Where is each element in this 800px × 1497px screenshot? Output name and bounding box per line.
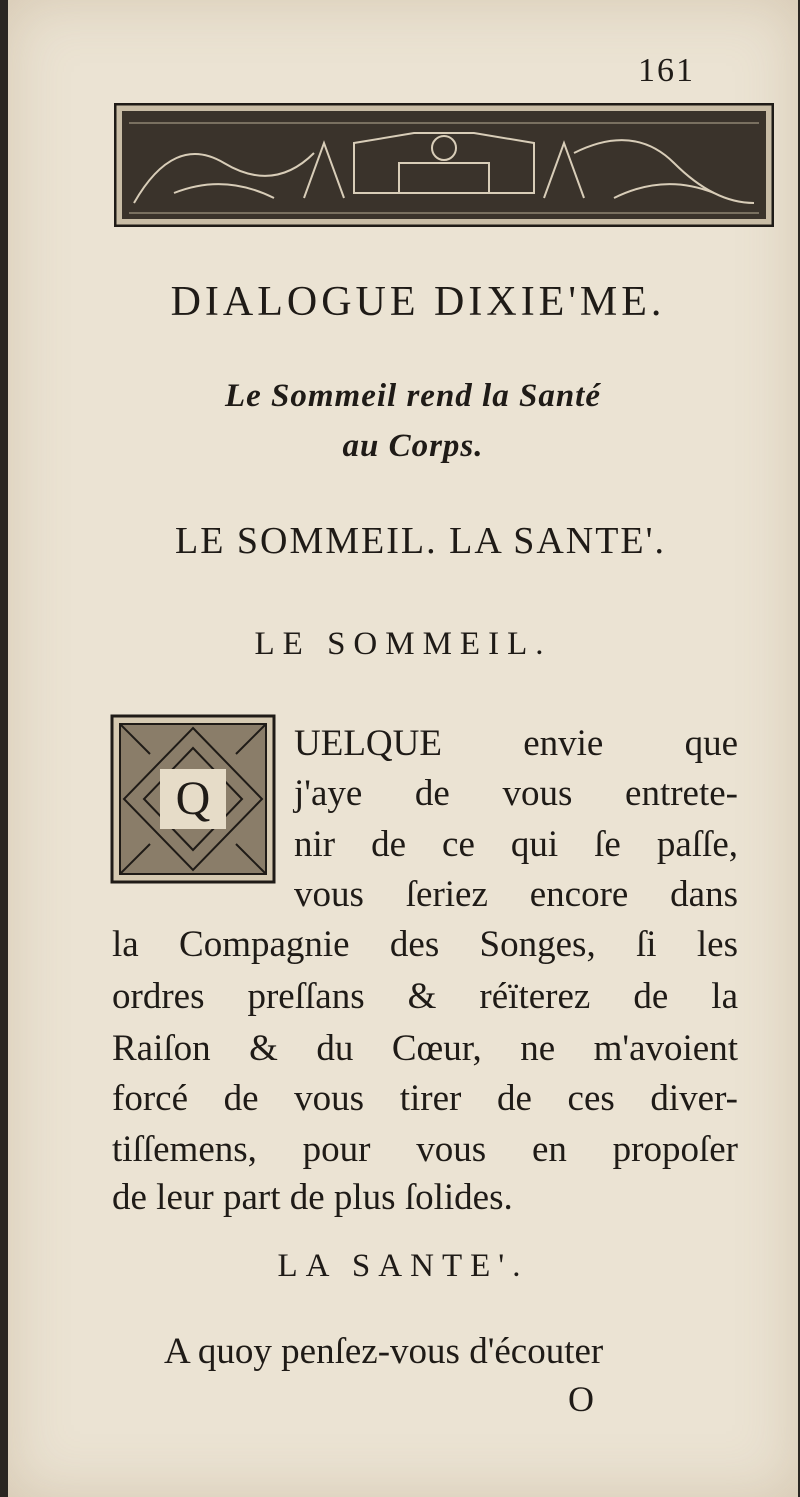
dialogue-title: DIALOGUE DIXIE'ME. [170,279,666,325]
book-page [8,0,798,1497]
paragraph-line: vous ſeriez encore dans [294,874,738,915]
drop-cap-letter: Q [175,772,211,825]
speaker-label-sante: LA SANTE'. [277,1248,529,1284]
paragraph-line: forcé de vous tirer de ces diver- [112,1078,738,1119]
paragraph-line: la Compagnie des Songes, ſi les [112,924,738,965]
drop-cap-icon [110,714,276,884]
ornamental-headpiece-icon [114,103,774,227]
last-line: A quoy penſez-vous d'écouter [164,1331,604,1372]
subtitle-line-1: Le Sommeil rend la Santé [224,378,601,414]
signature-mark: O [568,1379,594,1419]
speakers-heading: LE SOMMEIL. LA SANTE'. [174,520,666,562]
paragraph-line: j'aye de vous entrete- [294,773,738,814]
paragraph-line: Raiſon & du Cœur, ne m'avoient [112,1028,738,1069]
speaker-label-sommeil: LE SOMMEIL. [254,626,552,662]
page-number: 161 [638,52,695,89]
paragraph-line: nir de ce qui ſe paſſe, [294,824,738,865]
paragraph-line: UELQUE envie que [294,723,738,764]
paragraph-line: ordres preſſans & réïterez de la [112,976,738,1017]
paragraph-line: de leur part de plus ſolides. [112,1177,513,1218]
subtitle-line-2: au Corps. [342,428,484,464]
paragraph-line: tiſſemens, pour vous en propoſer [112,1129,738,1170]
